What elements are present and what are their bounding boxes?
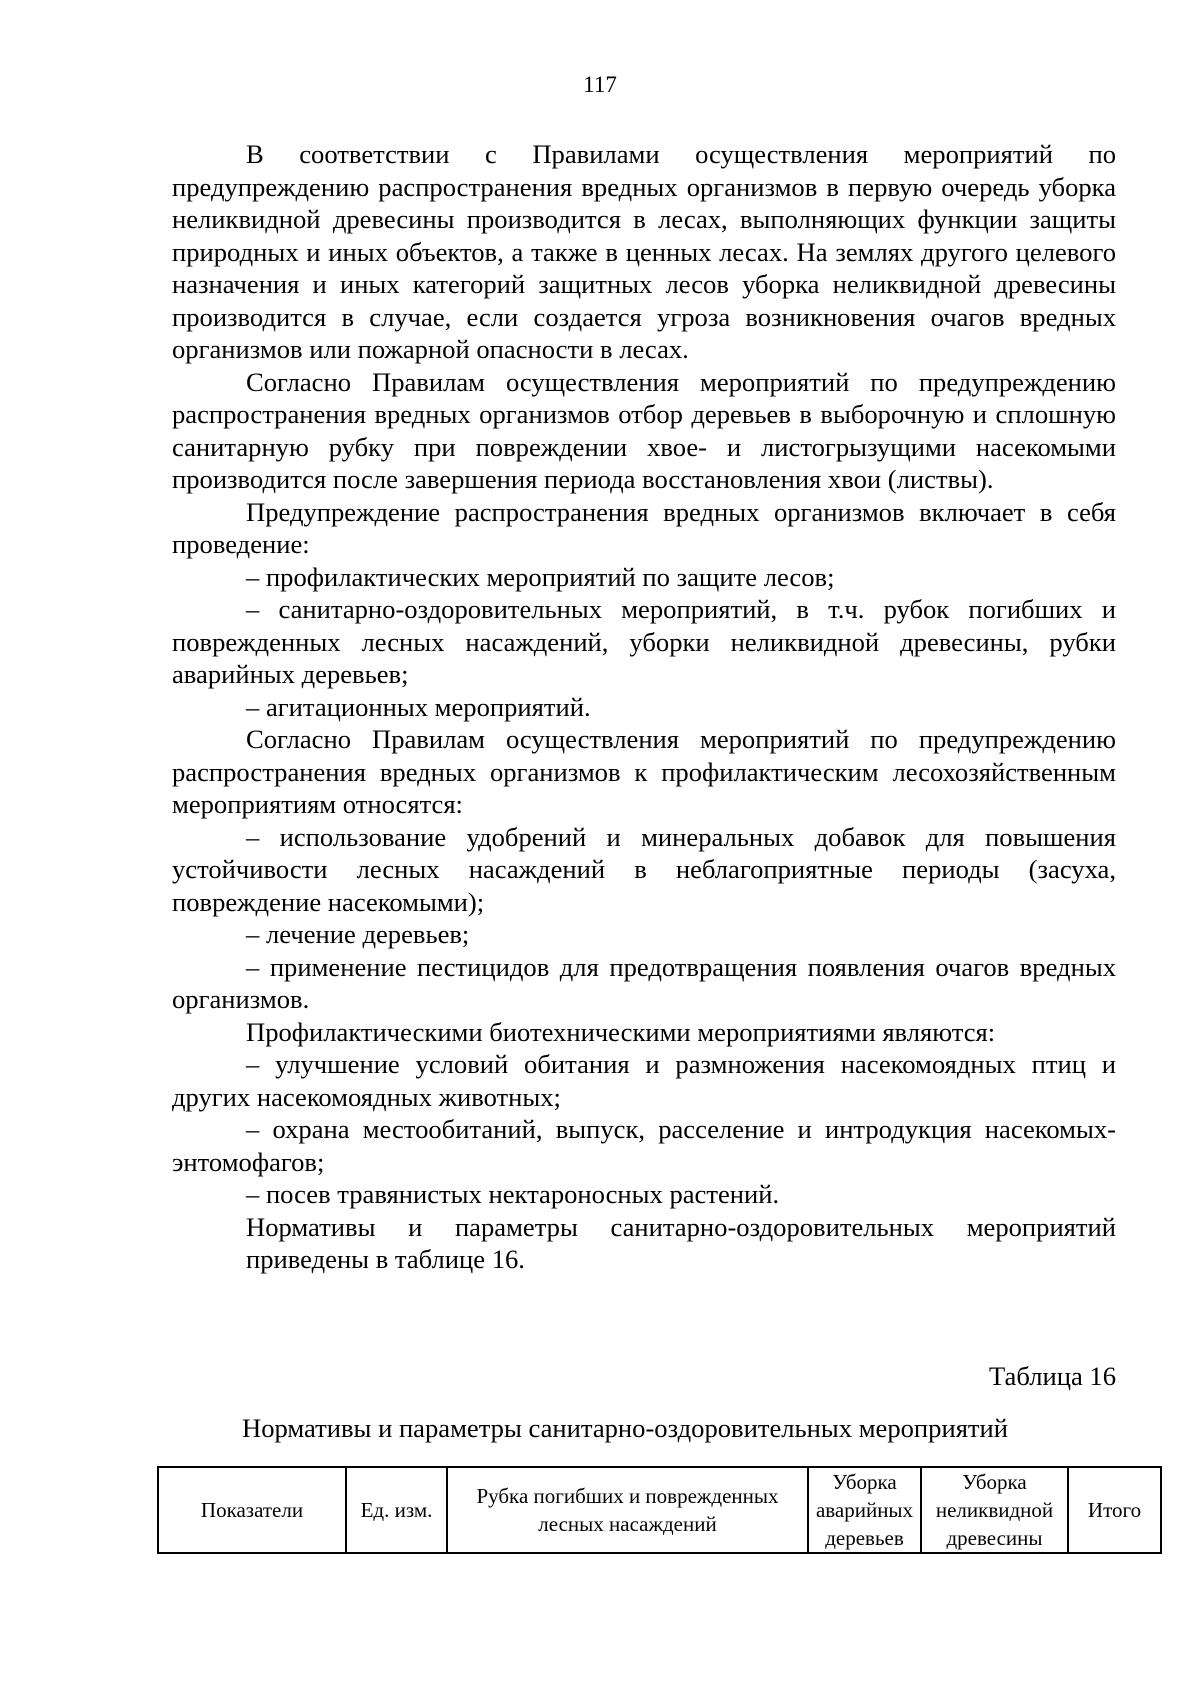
sanitary-measures-table [157, 1466, 1162, 1554]
list-item: – лечение деревьев; [246, 919, 470, 949]
header-cell-felling: Рубка погибших и поврежденных лесных насаждений [447, 1467, 808, 1553]
paragraph: Согласно Правилам осуществления мероприятий по предупреждению распространения вредных организмов к профилактическим лесохозяйственным мероприятиям относятся: [172, 724, 1116, 819]
list-item: – посев травянистых нектароносных растений. [246, 1179, 780, 1209]
list-item: – использование удобрений и минеральных добавок для повышения устойчивости лесных насаждений в неблагоприятные периоды (засуха, повреждение насекомыми); [172, 821, 1116, 917]
header-cell-illiquid-wood: Уборка неликвидной древесины [921, 1467, 1068, 1553]
table-caption: Нормативы и параметры санитарно-оздоровительных мероприятий [241, 1413, 1009, 1443]
table-number: Таблица 16 [988, 1361, 1116, 1391]
list-item: – профилактических мероприятий по защите лесов; [246, 561, 835, 592]
paragraph: Нормативы и параметры санитарно-оздоровительных мероприятий приведены в таблице 16. [246, 1211, 1116, 1274]
body-text [172, 138, 1116, 1276]
page-number: 117 [583, 72, 617, 97]
paragraph: Профилактическими биотехническими мероприятиями являются: [246, 1016, 996, 1047]
list-item: – санитарно-оздоровительных мероприятий, в т.ч. рубок погибших и поврежденных лесных насаждений, уборки неликвидной древесины, рубки аварийных деревьев; [172, 594, 1116, 689]
list-item: – применение пестицидов для предотвращения появления очагов вредных организмов. [172, 951, 1116, 1014]
paragraph: Предупреждение распространения вредных организмов включает в себя проведение: [172, 496, 1116, 559]
paragraph: Согласно Правилам осуществления мероприятий по предупреждению распространения вредных организмов отбор деревьев в выборочную и сплошную санитарную рубку при повреждении хвое- и листогрызущими насекомыми производится после завершения периода восстановления хвои (листвы). [172, 366, 1116, 494]
list-item: – охрана местообитаний, выпуск, расселение и интродукция насекомых-энтомофагов; [172, 1114, 1116, 1177]
list-item: – улучшение условий обитания и размножения насекомоядных птиц и других насекомоядных животных; [172, 1049, 1116, 1112]
table-header-row [158, 1467, 1161, 1553]
header-cell-hazard-trees: Уборка аварийных деревьев [808, 1467, 921, 1553]
header-cell-total: Итого [1068, 1467, 1161, 1553]
header-cell-unit: Ед. изм. [346, 1467, 447, 1553]
paragraph: В соответствии с Правилами осуществления мероприятий по предупреждению распространения вредных организмов в первую очередь уборка неликвидной древесины производится в лесах, выполняющих функции защиты природных и иных объектов, а также в ценных лесах. На землях другого целевого назначения и иных категорий защитных лесов уборка неликвидной древесины производится в случае, если создается угроза возникновения очагов вредных организмов или пожарной опасности в лесах. [172, 139, 1116, 364]
list-item: – агитационных мероприятий. [246, 691, 591, 722]
header-cell-indicators: Показатели [158, 1467, 346, 1553]
